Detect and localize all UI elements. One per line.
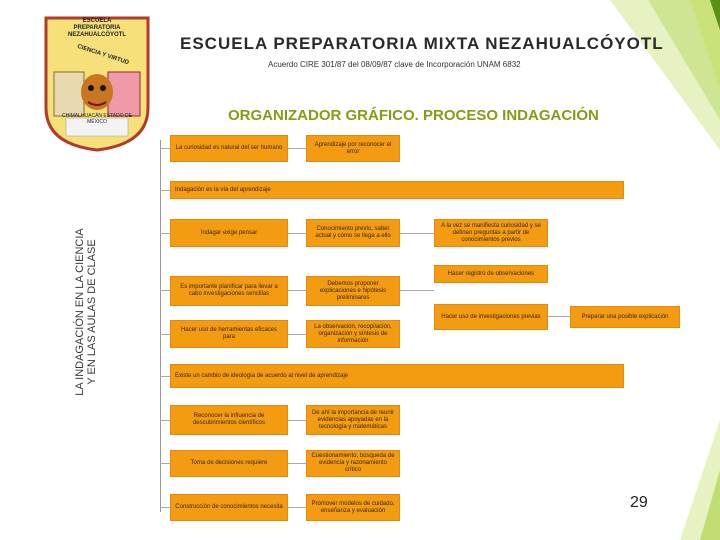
connector xyxy=(288,463,306,464)
connector xyxy=(160,463,170,464)
connector xyxy=(160,376,170,377)
connector xyxy=(548,316,570,317)
node-critical-reasoning: Cuestionamiento, búsqueda de evidencia y razonamiento crítico xyxy=(306,450,400,477)
vertical-title xyxy=(74,192,98,432)
connector xyxy=(160,290,170,291)
connector xyxy=(400,233,434,234)
connector xyxy=(400,290,434,291)
connector xyxy=(288,420,306,421)
connector xyxy=(288,507,306,508)
connector xyxy=(288,334,306,335)
connector xyxy=(288,290,306,291)
logo-top-text: ESCUELA PREPARATORIA NEZAHUALCÓYOTL xyxy=(68,18,126,38)
connector xyxy=(160,420,170,421)
node-curiosity: La curiosidad es natural del ser humano xyxy=(170,135,288,162)
accreditation-line: Acuerdo CIRE 301/87 del 08/09/87 clave de Incorporación UNAM 6832 xyxy=(268,60,521,69)
vertical-title-line2: Y EN LAS AULAS DE CLASE xyxy=(86,239,98,385)
vertical-title-line1: LA INDAGACIÓN EN LA CIENCIA xyxy=(74,228,86,396)
node-possible-explanation: Preparar una posible explicación xyxy=(570,306,680,328)
node-curiosity-questions: A la vez se manifiesta curiosidad y se definen preguntas a partir de conocimientos previos xyxy=(434,219,548,247)
node-gather-evidence: De ahí la importancia de reunir evidencias apoyadas en la tecnología y matemáticas xyxy=(306,405,400,435)
node-inquiry-thinking: Indagar exige pensar xyxy=(170,219,288,247)
diagram-spine xyxy=(160,140,161,512)
node-decision-making: Toma de decisiones requiere xyxy=(170,450,288,477)
node-ideology-change: Existe un cambio de ideología de acuerdo al nivel de aprendizaje xyxy=(170,364,624,388)
node-observation-record: Hacer registro de observaciones xyxy=(434,265,548,283)
logo-motto: CIENCIA Y VIRTUD xyxy=(76,43,130,67)
connector xyxy=(160,190,170,191)
node-learning-from-error: Aprendizaje por reconocer el error xyxy=(306,135,400,162)
node-observation-synthesis: La observación, recopilación, organización y síntesis de información xyxy=(306,320,400,348)
connector xyxy=(288,148,306,149)
connector xyxy=(160,148,170,149)
green-stripes-decoration xyxy=(550,0,720,540)
school-name: ESCUELA PREPARATORIA MIXTA NEZAHUALCÓYOTL xyxy=(180,34,664,53)
node-inquiry-path: Indagación es la vía del aprendizaje xyxy=(170,181,624,199)
decorative-edge xyxy=(550,0,720,540)
logo-bottom-text: CHIMALHUACÁN ESTADO DE MÉXICO xyxy=(62,113,132,125)
connector xyxy=(288,233,306,234)
node-prior-investigations: Hacer uso de investigaciones previas xyxy=(434,304,548,330)
node-hypotheses: Debemos proponer explicaciones e hipótesis preliminares xyxy=(306,276,400,306)
connector xyxy=(160,507,170,508)
page-title: ORGANIZADOR GRÁFICO. PROCESO INDAGACIÓN xyxy=(228,107,599,124)
node-prior-knowledge: Conocimiento previo, saber actual y cómo se llega a ello xyxy=(306,219,400,247)
page-number: 29 xyxy=(630,494,648,511)
connector xyxy=(160,334,170,335)
node-scientific-discoveries: Reconocer la influencia de descubrimientos científicos xyxy=(170,405,288,435)
node-care-models: Promover modelos de cuidado, enseñanza y evaluación xyxy=(306,494,400,521)
connector xyxy=(160,233,170,234)
node-effective-tools: Hacer uso de herramientas eficaces para xyxy=(170,320,288,348)
node-plan-investigations: Es importante planificar para llevar a cabo investigaciones sencillas xyxy=(170,276,288,306)
node-knowledge-construction: Construcción de conocimientos necesita xyxy=(170,494,288,521)
